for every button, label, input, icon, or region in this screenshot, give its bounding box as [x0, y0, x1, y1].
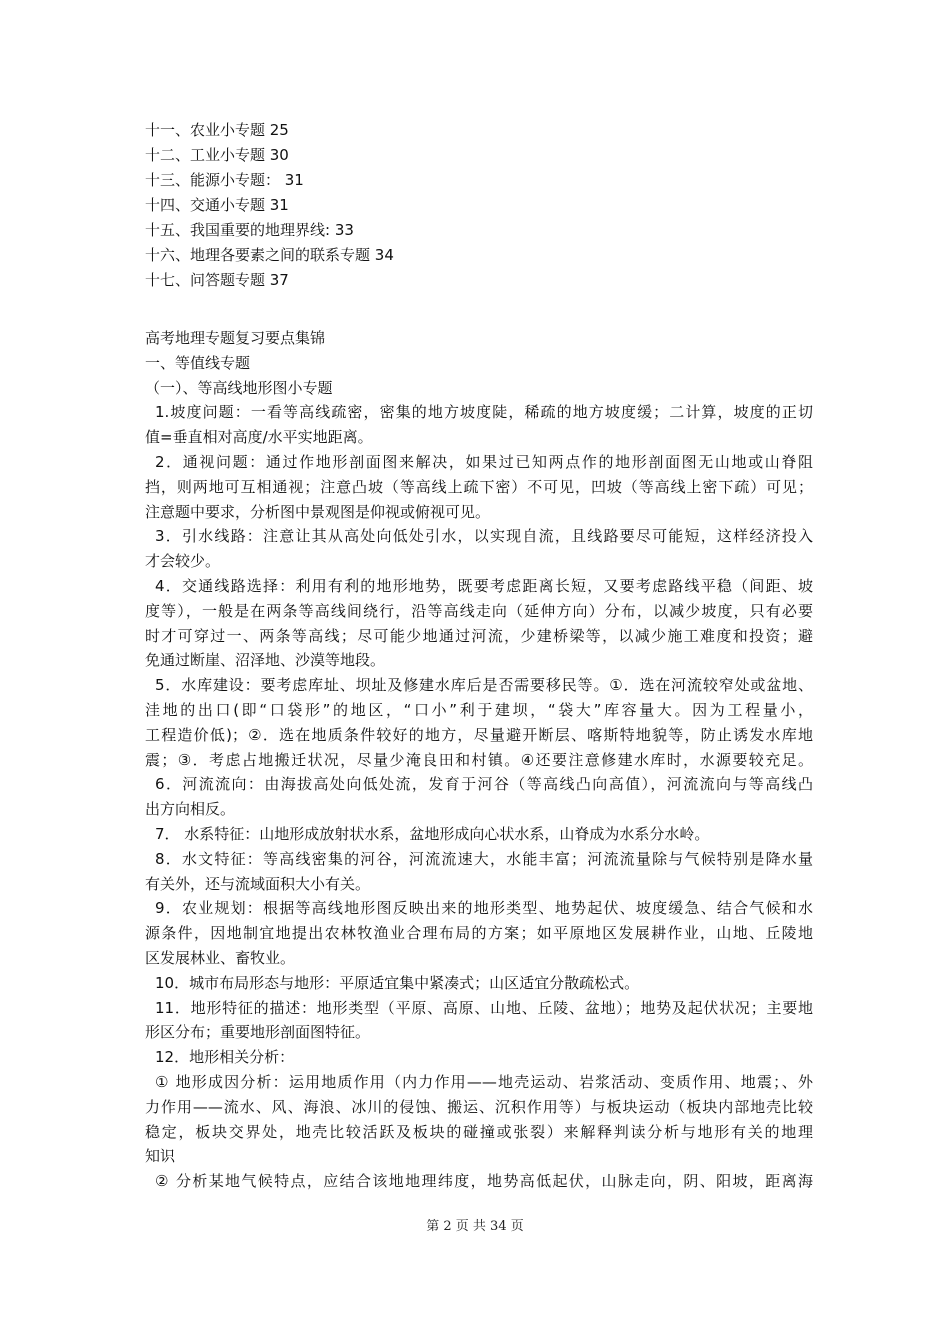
toc-entry[interactable]: 十六、地理各要素之间的联系专题 34 [145, 246, 394, 264]
paragraph-line: 震；③．考虑占地搬迁状况，尽量少淹良田和村镇。④还要注意修建水库时，水源要较充足。 [145, 750, 813, 769]
section-heading: 一、等值线专题 [145, 353, 251, 372]
paragraph-line: 力作用——流水、风、海浪、冰川的侵蚀、搬运、沉积作用等）与板块运动（板块内部地壳比较 [145, 1097, 813, 1116]
toc-entry[interactable]: 十五、我国重要的地理界线: 33 [145, 221, 354, 239]
paragraph-line: 稳定，板块交界处，地壳比较活跃及板块的碰撞或张裂）来解释判读分析与地形有关的地理 [145, 1122, 813, 1141]
paragraph-line: 免通过断崖、沼泽地、沙漠等地段。 [145, 651, 386, 670]
toc-entry[interactable]: 十一、农业小专题 25 [145, 121, 289, 139]
subsection-heading: （一）、等高线地形图小专题 [145, 378, 333, 397]
paragraph-line: 工程造价低)；②．选在地质条件较好的地方，尽量避开断层、喀斯特地貌等，防止诱发水库地 [145, 725, 813, 744]
paragraph-line: 出方向相反。 [145, 800, 236, 819]
paragraph-line: 5．水库建设：要考虑库址、坝址及修建水库后是否需要移民等。①．选在河流较窄处或盆地、 [155, 676, 813, 695]
paragraph-line: 9．农业规划：根据等高线地形图反映出来的地形类型、地势起伏、坡度缓急、结合气候和水 [155, 899, 813, 918]
paragraph-line: 值=垂直相对高度/水平实地距离。 [145, 428, 373, 447]
document-title: 高考地理专题复习要点集锦 [145, 329, 326, 347]
paragraph-line: 时才可穿过一、两条等高线；尽可能少地通过河流，少建桥梁等，以减少施工难度和投资；避 [145, 626, 813, 645]
paragraph-line: 挡，则两地可互相通视；注意凸坡（等高线上疏下密）不可见，凹坡（等高线上密下疏）可见； [145, 477, 813, 496]
toc-entry[interactable]: 十二、工业小专题 30 [145, 146, 289, 164]
paragraph-line: 度等），一般是在两条等高线间绕行，沿等高线走向（延伸方向）分布，以减少坡度，只有必要 [145, 601, 813, 620]
paragraph-line: 洼地的出口(即“口袋形”的地区，“口小”利于建坝，“袋大”库容量大。因为工程量小， [145, 700, 813, 719]
toc-entry[interactable]: 十七、问答题专题 37 [145, 271, 289, 289]
paragraph-line: 知识 [145, 1147, 176, 1166]
paragraph-line: 形区分布；重要地形剖面图特征。 [145, 1023, 371, 1042]
paragraph-line: ② 分析某地气候特点，应结合该地地理纬度，地势高低起伏，山脉走向，阴、阳坡，距离海 [155, 1172, 813, 1191]
paragraph-line: 11．地形特征的描述：地形类型（平原、高原、山地、丘陵、盆地）；地势及起伏状况；主要地 [155, 998, 813, 1017]
paragraph-line: 7． 水系特征：山地形成放射状水系，盆地形成向心状水系，山脊成为水系分水岭。 [155, 824, 710, 843]
paragraph-line: 1.坡度问题：一看等高线疏密，密集的地方坡度陡，稀疏的地方坡度缓；二计算，坡度的正切 [155, 403, 813, 422]
table-of-contents [145, 118, 805, 293]
paragraph-line: 8．水文特征：等高线密集的河谷，河流流速大，水能丰富；河流流量除与气候特别是降水量 [155, 849, 813, 868]
paragraph-line: 4．交通线路选择：利用有利的地形地势，既要考虑距离长短，又要考虑路线平稳（间距、坡 [155, 576, 813, 595]
paragraph-line: 注意题中要求，分析图中景观图是仰视或俯视可见。 [145, 502, 491, 521]
paragraph-line: 12．地形相关分析： [155, 1048, 295, 1067]
toc-entry[interactable]: 十四、交通小专题 31 [145, 196, 289, 214]
page-number-footer: 第 2 页 共 34 页 [426, 1219, 524, 1234]
paragraph-line: 2．通视问题：通过作地形剖面图来解决，如果过已知两点作的地形剖面图无山地或山脊阻 [155, 452, 813, 471]
toc-entry[interactable]: 十三、能源小专题： 31 [145, 171, 304, 189]
paragraph-line: 6．河流流向：由海拔高处向低处流，发育于河谷（等高线凸向高值），河流流向与等高线凸 [155, 775, 813, 794]
paragraph-line: ① 地形成因分析：运用地质作用（内力作用——地壳运动、岩浆活动、变质作用、地震；、外 [155, 1072, 813, 1091]
document-body [145, 326, 813, 1194]
paragraph-line: 源条件，因地制宜地提出农林牧渔业合理布局的方案；如平原地区发展耕作业，山地、丘陵地 [145, 924, 813, 943]
paragraph-line: 才会较少。 [145, 552, 221, 571]
paragraph-line: 有关外，还与流域面积大小有关。 [145, 874, 371, 893]
paragraph-line: 区发展林业、畜牧业。 [145, 948, 296, 967]
paragraph-line: 3．引水线路：注意让其从高处向低处引水，以实现自流，且线路要尽可能短，这样经济投入 [155, 527, 813, 546]
paragraph-line: 10．城市布局形态与地形：平原适宜集中紧凑式；山区适宜分散疏松式。 [155, 973, 640, 992]
